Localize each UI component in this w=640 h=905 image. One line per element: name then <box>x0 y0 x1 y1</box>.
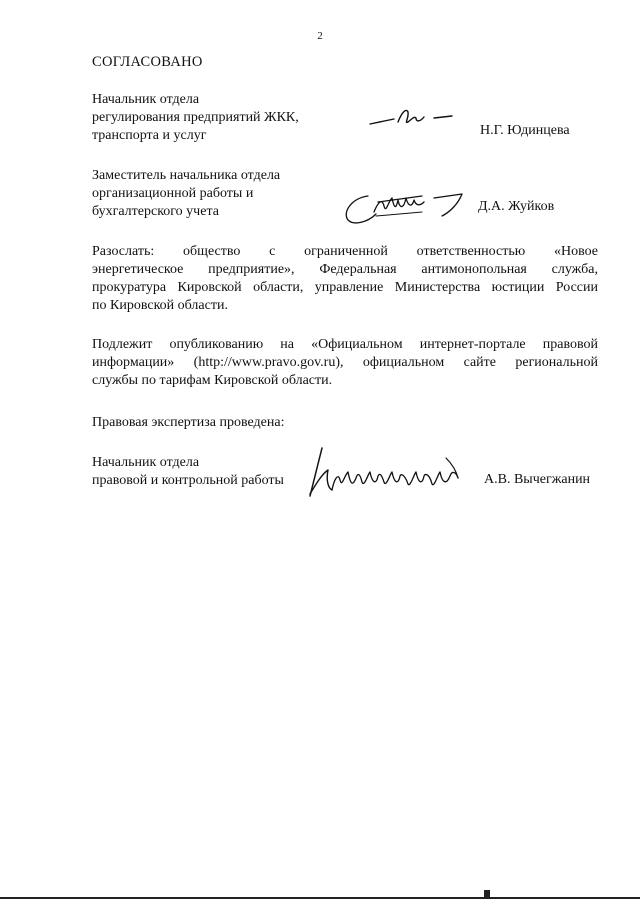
signer-1-position-line: Начальник отдела <box>92 92 200 107</box>
legal-review-position-line: Начальник отдела <box>92 455 200 470</box>
signer-2-position <box>92 167 280 221</box>
distribution-line: по Кировской области. <box>92 298 228 313</box>
approval-heading: СОГЛАСОВАНО <box>92 54 203 70</box>
signer-2-position-line: Заместитель начальника отдела <box>92 168 281 183</box>
signer-2-position-line: организационной работы и <box>92 186 254 201</box>
publication-line: Подлежит опубликованию на «Официальном интернет-портале правовой <box>92 337 598 352</box>
publication-paragraph <box>92 336 598 390</box>
distribution-line: прокуратура Кировской области, управление Министерства юстиции России <box>92 280 598 295</box>
legal-review-position-line: правовой и контрольной работы <box>92 473 284 488</box>
signer-1-position-line: регулирования предприятий ЖКК, <box>92 110 299 125</box>
signer-2-name: Д.А. Жуйков <box>478 199 555 214</box>
signature-zhuykov <box>338 184 474 228</box>
legal-review-heading: Правовая экспертиза проведена: <box>92 415 285 430</box>
signer-1-position <box>92 91 299 145</box>
signer-1-name: Н.Г. Юдинцева <box>480 123 570 138</box>
page-number: 2 <box>317 30 323 42</box>
distribution-line: энергетическое предприятие», Федеральная антимонопольная служба, <box>92 262 598 277</box>
publication-line: службы по тарифам Кировской области. <box>92 373 333 388</box>
signer-1-position-line: транспорта и услуг <box>92 128 207 143</box>
publication-line: информации» (http://www.pravo.gov.ru), официальном сайте региональной <box>92 355 598 370</box>
footer-mark <box>484 890 490 898</box>
footer-rule <box>0 897 640 899</box>
signature-yudintseva <box>368 102 458 130</box>
legal-review-position <box>92 454 284 490</box>
signature-vychegzhanin <box>306 444 476 500</box>
signer-2-position-line: бухгалтерского учета <box>92 204 219 219</box>
legal-review-name: А.В. Вычегжанин <box>484 472 591 487</box>
distribution-paragraph <box>92 243 598 315</box>
distribution-line: Разослать: общество с ограниченной ответственностью «Новое <box>92 244 598 259</box>
